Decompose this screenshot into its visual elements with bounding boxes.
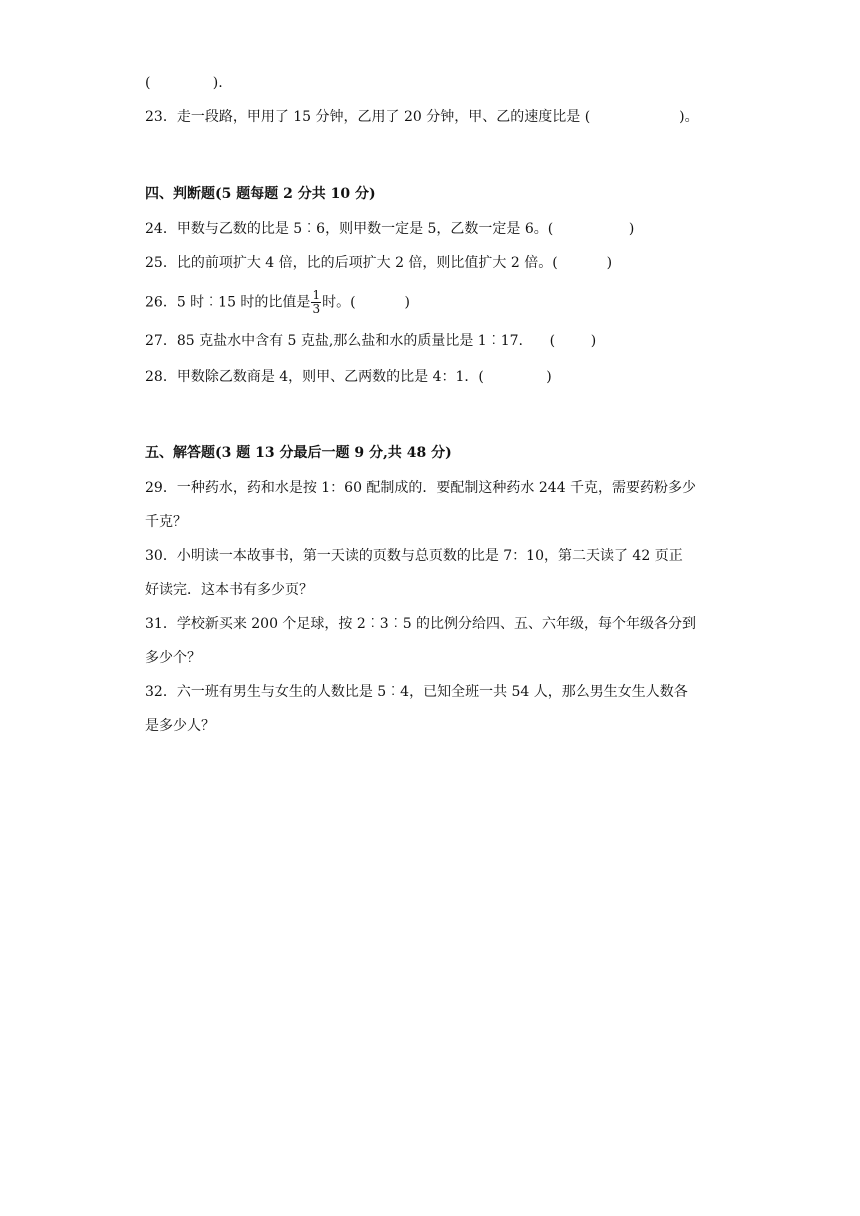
fraction-one-third	[311, 289, 321, 316]
question-26-suffix: 时。( )	[322, 294, 410, 311]
question-32-line-1: 32．六一班有男生与女生的人数比是 5︰4，已知全班一共 54 人，那么男生女生人数各	[145, 684, 688, 700]
question-29-line-1: 29．一种药水，药和水是按 1：60 配制成的．要配制这种药水 244 千克，需要药粉多少	[145, 480, 697, 496]
prev-question-answer-blank: ( ).	[145, 75, 223, 91]
section-4-title: 四、判断题(5 题每题 2 分共 10 分)	[145, 186, 376, 202]
question-26	[145, 289, 730, 316]
question-26-prefix: 26．5 时︰15 时的比值是	[145, 294, 311, 311]
fraction-numerator: 1	[312, 288, 321, 302]
fraction-denominator: 3	[312, 302, 321, 316]
question-30-line-2: 好读完．这本书有多少页？	[145, 582, 313, 598]
question-32-line-2: 是多少人？	[145, 718, 215, 734]
section-5-title: 五、解答题(3 题 13 分最后一题 9 分,共 48 分)	[145, 445, 452, 461]
question-29-line-2: 千克？	[145, 514, 187, 530]
question-27: 27．85 克盐水中含有 5 克盐,那么盐和水的质量比是 1︰17. ( )	[145, 333, 597, 349]
question-25: 25．比的前项扩大 4 倍，比的后项扩大 2 倍，则比值扩大 2 倍。( )	[145, 255, 613, 271]
question-28: 28．甲数除乙数商是 4，则甲、乙两数的比是 4：1．( )	[145, 369, 552, 385]
question-30-line-1: 30．小明读一本故事书，第一天读的页数与总页数的比是 7：10，第二天读了 42 页正	[145, 548, 683, 564]
question-31-line-2: 多少个？	[145, 650, 201, 666]
question-23: 23．走一段路，甲用了 15 分钟，乙用了 20 分钟，甲、乙的速度比是 ( )。	[145, 109, 699, 125]
question-31-line-1: 31．学校新买来 200 个足球，按 2︰3︰5 的比例分给四、五、六年级，每个年级各分到	[145, 616, 697, 632]
question-24: 24．甲数与乙数的比是 5︰6，则甲数一定是 5，乙数一定是 6。( )	[145, 221, 635, 237]
